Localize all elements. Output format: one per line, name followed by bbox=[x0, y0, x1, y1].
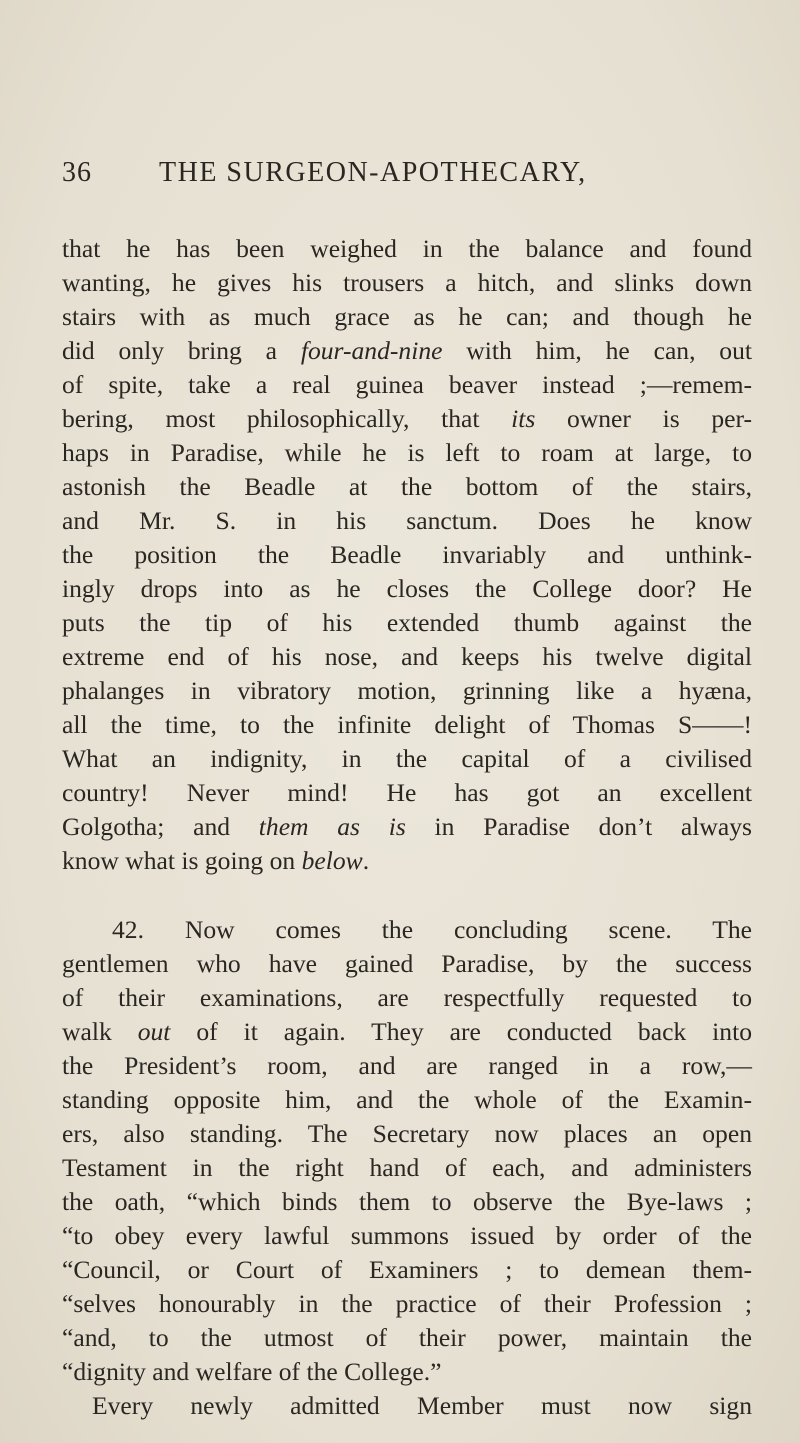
text-line: wanting, he gives his trousers a hitch, and slinks down bbox=[62, 268, 752, 297]
text-line: extreme end of his nose, and keeps his twelve digital bbox=[62, 642, 752, 671]
text-line: gentlemen who have gained Paradise, by the success bbox=[62, 949, 752, 978]
text-line: astonish the Beadle at the bottom of the stairs, bbox=[62, 472, 752, 501]
text-line: walk out of it again. They are conducted back into bbox=[62, 1017, 752, 1046]
text-line: and Mr. S. in his sanctum. Does he know bbox=[62, 506, 752, 535]
italic-word: its bbox=[511, 404, 536, 433]
text-line: 42. Now comes the concluding scene. The bbox=[112, 915, 752, 944]
text-line: did only bring a four-and-nine with him, he can, out bbox=[62, 336, 753, 365]
text-line: haps in Paradise, while he is left to roam at large, to bbox=[62, 438, 752, 467]
italic-word: below bbox=[301, 846, 363, 875]
text-line: of spite, take a real guinea beaver instead ;—remem- bbox=[62, 370, 752, 399]
text-line: “to obey every lawful summons issued by order of the bbox=[62, 1221, 752, 1250]
italic-word: four-and-nine bbox=[300, 336, 443, 365]
text-line: know what is going on below. bbox=[62, 846, 370, 875]
text-line: the position the Beadle invariably and unthink- bbox=[62, 540, 752, 569]
text-line: phalanges in vibratory motion, grinning like a hyæna, bbox=[62, 676, 752, 705]
text-line: ingly drops into as he closes the College door? He bbox=[62, 574, 752, 603]
text-line: the President’s room, and are ranged in a row,— bbox=[62, 1051, 752, 1080]
text-line: bering, most philosophically, that its owner is per- bbox=[62, 404, 753, 433]
text-line: Testament in the right hand of each, and administers bbox=[62, 1153, 752, 1182]
text-line: What an indignity, in the capital of a civilised bbox=[62, 744, 752, 773]
text-line: of their examinations, are respectfully requested to bbox=[62, 983, 752, 1012]
text-line: “dignity and welfare of the College.” bbox=[62, 1357, 442, 1386]
running-head: THE SURGEON-APOTHECARY, bbox=[159, 157, 587, 188]
text-line: the oath, “which binds them to observe the Bye-laws ; bbox=[62, 1187, 752, 1216]
page-number: 36 bbox=[62, 157, 92, 188]
text-line: “selves honourably in the practice of their Profession ; bbox=[62, 1289, 752, 1318]
text-line: that he has been weighed in the balance and found bbox=[62, 234, 752, 263]
text-line: all the time, to the infinite delight of Thomas S——! bbox=[62, 710, 752, 739]
text-line: standing opposite him, and the whole of the Examin- bbox=[62, 1085, 752, 1114]
text-line: “and, to the utmost of their power, maintain the bbox=[62, 1323, 752, 1352]
text-line: ers, also standing. The Secretary now places an open bbox=[62, 1119, 752, 1148]
text-line: country! Never mind! He has got an excellent bbox=[62, 778, 752, 807]
italic-word: them as is bbox=[258, 812, 406, 841]
text-line: stairs with as much grace as he can; and though he bbox=[62, 302, 752, 331]
text-line: puts the tip of his extended thumb against the bbox=[62, 608, 752, 637]
text-line: “Council, or Court of Examiners ; to demean them- bbox=[62, 1255, 752, 1284]
text-line: Every newly admitted Member must now sign bbox=[92, 1391, 752, 1420]
italic-word: out bbox=[137, 1017, 171, 1046]
text-line: Golgotha; and them as is in Paradise don’t always bbox=[62, 812, 752, 841]
page-header bbox=[62, 157, 752, 197]
